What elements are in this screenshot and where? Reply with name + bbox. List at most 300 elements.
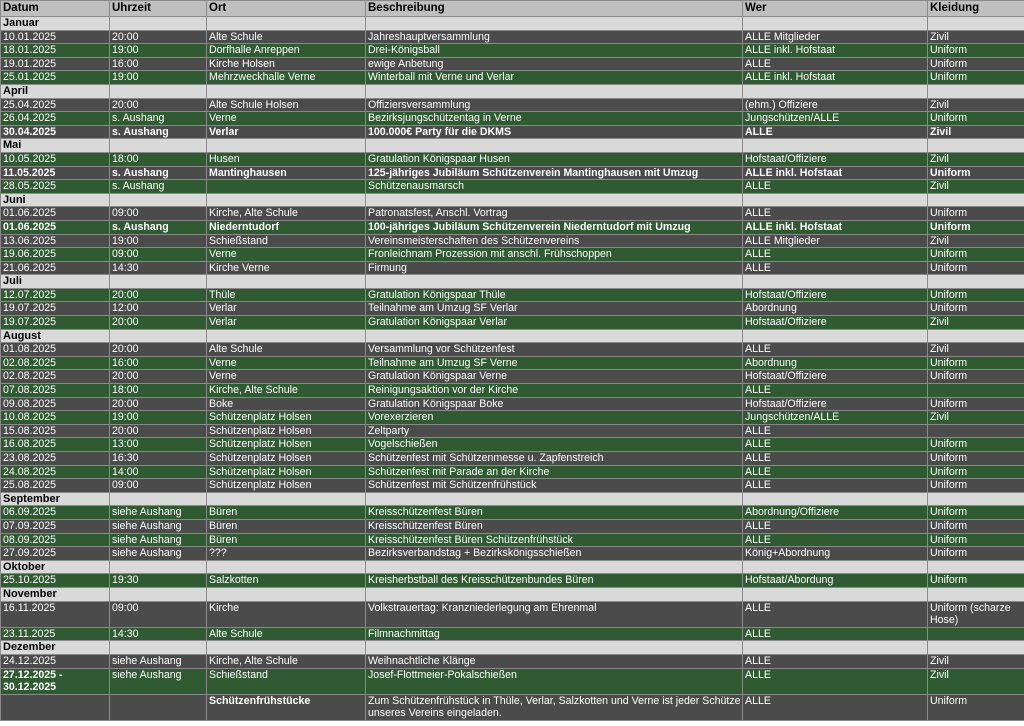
uhrzeit-cell: 13:00 bbox=[110, 438, 207, 452]
wer-cell: ALLE bbox=[743, 465, 928, 479]
kleidung-cell: Uniform bbox=[928, 465, 1024, 479]
table-row bbox=[1, 519, 1024, 533]
beschreibung-cell: Kreisschützenfest Büren Schützenfrühstück bbox=[366, 533, 743, 547]
kleidung-cell: Uniform bbox=[928, 57, 1024, 71]
uhrzeit-cell: 20:00 bbox=[110, 397, 207, 411]
kleidung-cell: Uniform bbox=[928, 533, 1024, 547]
datum-cell: 07.08.2025 bbox=[1, 384, 110, 398]
datum-cell: 19.07.2025 bbox=[1, 302, 110, 316]
month-row-cell bbox=[110, 560, 207, 574]
ort-cell: Alte Schule bbox=[207, 30, 366, 44]
beschreibung-cell: Zeltparty bbox=[366, 424, 743, 438]
datum-cell: 25.04.2025 bbox=[1, 98, 110, 112]
beschreibung-cell: Gratulation Königspaar Verlar bbox=[366, 316, 743, 330]
kleidung-cell: Uniform bbox=[928, 506, 1024, 520]
datum-cell: 09.08.2025 bbox=[1, 397, 110, 411]
month-row-cell bbox=[928, 329, 1024, 343]
wer-cell: Hofstaat/Offiziere bbox=[743, 316, 928, 330]
kleidung-cell: Uniform bbox=[928, 574, 1024, 588]
uhrzeit-cell: 20:00 bbox=[110, 370, 207, 384]
table-row bbox=[1, 302, 1024, 316]
datum-cell: 02.08.2025 bbox=[1, 356, 110, 370]
month-row-cell bbox=[366, 139, 743, 153]
ort-cell: Büren bbox=[207, 519, 366, 533]
ort-cell: Verne bbox=[207, 112, 366, 126]
month-row-cell bbox=[207, 329, 366, 343]
beschreibung-cell: Teilnahme am Umzug SF Verlar bbox=[366, 302, 743, 316]
header-ort: Ort bbox=[207, 1, 366, 17]
month-row-cell bbox=[928, 641, 1024, 655]
wer-cell: ALLE bbox=[743, 125, 928, 139]
wer-cell: ALLE inkl. Hofstaat bbox=[743, 166, 928, 180]
ort-cell: Verlar bbox=[207, 125, 366, 139]
month-row bbox=[1, 641, 1024, 655]
wer-cell: Hofstaat/Offiziere bbox=[743, 288, 928, 302]
table-row bbox=[1, 125, 1024, 139]
datum-cell: 01.08.2025 bbox=[1, 343, 110, 357]
table-row bbox=[1, 261, 1024, 275]
uhrzeit-cell: 16:00 bbox=[110, 57, 207, 71]
beschreibung-cell: Drei-Königsball bbox=[366, 44, 743, 58]
wer-cell: ALLE bbox=[743, 694, 928, 720]
month-row-cell bbox=[110, 84, 207, 98]
month-row-cell bbox=[366, 84, 743, 98]
wer-cell: ALLE bbox=[743, 452, 928, 466]
wer-cell: ALLE Mitglieder bbox=[743, 30, 928, 44]
table-row bbox=[1, 411, 1024, 425]
month-row-cell bbox=[928, 17, 1024, 31]
table-row bbox=[1, 220, 1024, 234]
ort-cell: Thüle bbox=[207, 288, 366, 302]
wer-cell: ALLE bbox=[743, 438, 928, 452]
uhrzeit-cell: 09:00 bbox=[110, 479, 207, 493]
beschreibung-cell: Teilnahme am Umzug SF Verne bbox=[366, 356, 743, 370]
table-row bbox=[1, 207, 1024, 221]
header-kleidung: Kleidung bbox=[928, 1, 1024, 17]
month-row-cell bbox=[743, 193, 928, 207]
uhrzeit-cell: 19:00 bbox=[110, 71, 207, 85]
month-row-cell bbox=[207, 17, 366, 31]
month-row-cell bbox=[743, 17, 928, 31]
month-row-cell bbox=[366, 193, 743, 207]
ort-cell: Dorfhalle Anreppen bbox=[207, 44, 366, 58]
kleidung-cell bbox=[928, 384, 1024, 398]
wer-cell: Hofstaat/Abordung bbox=[743, 574, 928, 588]
month-row-cell bbox=[366, 329, 743, 343]
datum-cell: 30.04.2025 bbox=[1, 125, 110, 139]
kleidung-cell: Uniform bbox=[928, 71, 1024, 85]
datum-cell: 19.06.2025 bbox=[1, 248, 110, 262]
kleidung-cell bbox=[928, 627, 1024, 641]
table-row bbox=[1, 248, 1024, 262]
month-row-cell bbox=[928, 84, 1024, 98]
table-row bbox=[1, 152, 1024, 166]
uhrzeit-cell: s. Aushang bbox=[110, 112, 207, 126]
uhrzeit-cell: 09:00 bbox=[110, 207, 207, 221]
uhrzeit-cell: 14:30 bbox=[110, 627, 207, 641]
datum-cell: 06.09.2025 bbox=[1, 506, 110, 520]
datum-cell: 13.06.2025 bbox=[1, 234, 110, 248]
month-label: Mai bbox=[1, 139, 110, 153]
kleidung-cell: Uniform bbox=[928, 248, 1024, 262]
ort-cell: Schützenplatz Holsen bbox=[207, 452, 366, 466]
kleidung-cell bbox=[928, 424, 1024, 438]
table-row bbox=[1, 370, 1024, 384]
ort-cell bbox=[207, 180, 366, 194]
uhrzeit-cell: 20:00 bbox=[110, 424, 207, 438]
ort-cell: Alte Schule bbox=[207, 343, 366, 357]
month-row bbox=[1, 139, 1024, 153]
uhrzeit-cell: siehe Aushang bbox=[110, 547, 207, 561]
kleidung-cell: Uniform bbox=[928, 519, 1024, 533]
ort-cell: Schützenplatz Holsen bbox=[207, 411, 366, 425]
month-label: September bbox=[1, 492, 110, 506]
datum-cell: 24.12.2025 bbox=[1, 654, 110, 668]
uhrzeit-cell: s. Aushang bbox=[110, 220, 207, 234]
table-row bbox=[1, 57, 1024, 71]
ort-cell: Boke bbox=[207, 397, 366, 411]
month-row-cell bbox=[110, 193, 207, 207]
month-row bbox=[1, 193, 1024, 207]
beschreibung-cell: Vogelschießen bbox=[366, 438, 743, 452]
beschreibung-cell: Reinigungsaktion vor der Kirche bbox=[366, 384, 743, 398]
datum-cell: 26.04.2025 bbox=[1, 112, 110, 126]
kleidung-cell: Zivil bbox=[928, 316, 1024, 330]
wer-cell: ALLE bbox=[743, 384, 928, 398]
month-label: November bbox=[1, 587, 110, 601]
table-row bbox=[1, 424, 1024, 438]
ort-cell: Schießstand bbox=[207, 234, 366, 248]
ort-cell: Schießstand bbox=[207, 668, 366, 694]
datum-cell: 27.12.2025 - 30.12.2025 bbox=[1, 668, 110, 694]
datum-cell: 24.08.2025 bbox=[1, 465, 110, 479]
month-row-cell bbox=[207, 560, 366, 574]
month-row-cell bbox=[366, 641, 743, 655]
datum-cell: 25.01.2025 bbox=[1, 71, 110, 85]
wer-cell: ALLE bbox=[743, 248, 928, 262]
table-row bbox=[1, 288, 1024, 302]
kleidung-cell: Uniform (scharze Hose) bbox=[928, 601, 1024, 627]
wer-cell: ALLE bbox=[743, 424, 928, 438]
uhrzeit-cell: 09:00 bbox=[110, 601, 207, 627]
month-row bbox=[1, 17, 1024, 31]
month-row-cell bbox=[743, 139, 928, 153]
datum-cell: 27.09.2025 bbox=[1, 547, 110, 561]
datum-cell: 15.08.2025 bbox=[1, 424, 110, 438]
datum-cell: 16.11.2025 bbox=[1, 601, 110, 627]
kleidung-cell: Uniform bbox=[928, 261, 1024, 275]
uhrzeit-cell: 20:00 bbox=[110, 288, 207, 302]
table-row bbox=[1, 44, 1024, 58]
wer-cell: König+Abordnung bbox=[743, 547, 928, 561]
beschreibung-cell: Patronatsfest, Anschl. Vortrag bbox=[366, 207, 743, 221]
datum-cell: 23.08.2025 bbox=[1, 452, 110, 466]
datum-cell: 07.09.2025 bbox=[1, 519, 110, 533]
kleidung-cell: Zivil bbox=[928, 98, 1024, 112]
kleidung-cell: Zivil bbox=[928, 343, 1024, 357]
uhrzeit-cell: siehe Aushang bbox=[110, 506, 207, 520]
datum-cell: 10.05.2025 bbox=[1, 152, 110, 166]
table-row bbox=[1, 452, 1024, 466]
beschreibung-cell: Fronleichnam Prozession mit anschl. Frühschoppen bbox=[366, 248, 743, 262]
kleidung-cell: Zivil bbox=[928, 30, 1024, 44]
uhrzeit-cell: siehe Aushang bbox=[110, 533, 207, 547]
ort-cell: Niederntudorf bbox=[207, 220, 366, 234]
month-row-cell bbox=[110, 641, 207, 655]
beschreibung-cell: ewige Anbetung bbox=[366, 57, 743, 71]
kleidung-cell: Uniform bbox=[928, 694, 1024, 720]
datum-cell: 11.05.2025 bbox=[1, 166, 110, 180]
month-row bbox=[1, 587, 1024, 601]
schedule-body bbox=[1, 17, 1024, 721]
table-row bbox=[1, 465, 1024, 479]
datum-cell: 25.10.2025 bbox=[1, 574, 110, 588]
kleidung-cell: Uniform bbox=[928, 547, 1024, 561]
uhrzeit-cell: 14:30 bbox=[110, 261, 207, 275]
month-row-cell bbox=[928, 492, 1024, 506]
datum-cell: 02.08.2025 bbox=[1, 370, 110, 384]
table-row bbox=[1, 506, 1024, 520]
kleidung-cell: Uniform bbox=[928, 356, 1024, 370]
kleidung-cell: Uniform bbox=[928, 302, 1024, 316]
uhrzeit-cell: siehe Aushang bbox=[110, 519, 207, 533]
wer-cell: Hofstaat/Offiziere bbox=[743, 152, 928, 166]
uhrzeit-cell: 19:00 bbox=[110, 44, 207, 58]
table-row bbox=[1, 397, 1024, 411]
month-row bbox=[1, 560, 1024, 574]
kleidung-cell: Zivil bbox=[928, 411, 1024, 425]
beschreibung-cell: Versammlung vor Schützenfest bbox=[366, 343, 743, 357]
wer-cell: ALLE bbox=[743, 261, 928, 275]
table-row bbox=[1, 98, 1024, 112]
table-row bbox=[1, 479, 1024, 493]
month-row-cell bbox=[743, 84, 928, 98]
wer-cell: Jungschützen/ALLE bbox=[743, 411, 928, 425]
datum-cell: 10.08.2025 bbox=[1, 411, 110, 425]
table-row bbox=[1, 627, 1024, 641]
ort-cell: Mehrzweckhalle Verne bbox=[207, 71, 366, 85]
table-row bbox=[1, 30, 1024, 44]
kleidung-cell: Uniform bbox=[928, 112, 1024, 126]
month-row bbox=[1, 492, 1024, 506]
month-row-cell bbox=[743, 275, 928, 289]
month-row-cell bbox=[928, 193, 1024, 207]
ort-cell: Büren bbox=[207, 506, 366, 520]
month-row-cell bbox=[743, 641, 928, 655]
uhrzeit-cell: 19:00 bbox=[110, 234, 207, 248]
beschreibung-cell: Kreisherbstball des Kreisschützenbundes Büren bbox=[366, 574, 743, 588]
month-row-cell bbox=[110, 139, 207, 153]
header-wer: Wer bbox=[743, 1, 928, 17]
kleidung-cell: Zivil bbox=[928, 125, 1024, 139]
beschreibung-cell: Filmnachmittag bbox=[366, 627, 743, 641]
wer-cell: ALLE bbox=[743, 180, 928, 194]
ort-cell: ??? bbox=[207, 547, 366, 561]
wer-cell: ALLE bbox=[743, 207, 928, 221]
wer-cell: Jungschützen/ALLE bbox=[743, 112, 928, 126]
table-row bbox=[1, 316, 1024, 330]
beschreibung-cell: Bezirksverbandstag + Bezirkskönigsschießen bbox=[366, 547, 743, 561]
uhrzeit-cell: 19:00 bbox=[110, 411, 207, 425]
kleidung-cell: Zivil bbox=[928, 654, 1024, 668]
uhrzeit-cell: siehe Aushang bbox=[110, 654, 207, 668]
month-row-cell bbox=[743, 560, 928, 574]
ort-cell: Kirche, Alte Schule bbox=[207, 654, 366, 668]
beschreibung-cell: 100.000€ Party für die DKMS bbox=[366, 125, 743, 139]
uhrzeit-cell: 18:00 bbox=[110, 384, 207, 398]
month-label: August bbox=[1, 329, 110, 343]
ort-cell: Verne bbox=[207, 370, 366, 384]
header-row bbox=[1, 1, 1024, 17]
datum-cell bbox=[1, 694, 110, 720]
ort-cell: Schützenfrühstücke bbox=[207, 694, 366, 720]
beschreibung-cell: Josef-Flottmeier-Pokalschießen bbox=[366, 668, 743, 694]
kleidung-cell: Uniform bbox=[928, 166, 1024, 180]
month-row bbox=[1, 275, 1024, 289]
beschreibung-cell: Gratulation Königspaar Verne bbox=[366, 370, 743, 384]
table-row bbox=[1, 384, 1024, 398]
beschreibung-cell: Volkstrauertag: Kranzniederlegung am Ehrenmal bbox=[366, 601, 743, 627]
wer-cell: ALLE bbox=[743, 654, 928, 668]
ort-cell: Alte Schule Holsen bbox=[207, 98, 366, 112]
month-row bbox=[1, 84, 1024, 98]
beschreibung-cell: Offiziersversammlung bbox=[366, 98, 743, 112]
kleidung-cell: Uniform bbox=[928, 220, 1024, 234]
ort-cell: Kirche, Alte Schule bbox=[207, 207, 366, 221]
wer-cell: Hofstaat/Offiziere bbox=[743, 370, 928, 384]
wer-cell: ALLE Mitglieder bbox=[743, 234, 928, 248]
ort-cell: Verlar bbox=[207, 302, 366, 316]
month-row-cell bbox=[207, 193, 366, 207]
ort-cell: Schützenplatz Holsen bbox=[207, 424, 366, 438]
table-row bbox=[1, 180, 1024, 194]
table-row bbox=[1, 654, 1024, 668]
month-row-cell bbox=[110, 275, 207, 289]
uhrzeit-cell bbox=[110, 694, 207, 720]
month-row-cell bbox=[928, 587, 1024, 601]
beschreibung-cell: Kreisschützenfest Büren bbox=[366, 506, 743, 520]
table-row bbox=[1, 668, 1024, 694]
table-row bbox=[1, 574, 1024, 588]
uhrzeit-cell: siehe Aushang bbox=[110, 668, 207, 694]
table-row bbox=[1, 343, 1024, 357]
month-row-cell bbox=[207, 587, 366, 601]
wer-cell: Abordnung bbox=[743, 356, 928, 370]
kleidung-cell: Zivil bbox=[928, 180, 1024, 194]
header-uhrzeit: Uhrzeit bbox=[110, 1, 207, 17]
datum-cell: 10.01.2025 bbox=[1, 30, 110, 44]
wer-cell: ALLE bbox=[743, 519, 928, 533]
month-row-cell bbox=[743, 587, 928, 601]
uhrzeit-cell: s. Aushang bbox=[110, 180, 207, 194]
month-label: Januar bbox=[1, 17, 110, 31]
beschreibung-cell: Schützenfest mit Parade an der Kirche bbox=[366, 465, 743, 479]
beschreibung-cell: Vorexerzieren bbox=[366, 411, 743, 425]
month-row-cell bbox=[366, 560, 743, 574]
datum-cell: 23.11.2025 bbox=[1, 627, 110, 641]
ort-cell: Verne bbox=[207, 356, 366, 370]
uhrzeit-cell: s. Aushang bbox=[110, 125, 207, 139]
wer-cell: ALLE inkl. Hofstaat bbox=[743, 220, 928, 234]
wer-cell: ALLE inkl. Hofstaat bbox=[743, 44, 928, 58]
beschreibung-cell: Gratulation Königspaar Thüle bbox=[366, 288, 743, 302]
table-row bbox=[1, 438, 1024, 452]
month-row-cell bbox=[110, 329, 207, 343]
ort-cell: Schützenplatz Holsen bbox=[207, 465, 366, 479]
month-row-cell bbox=[743, 492, 928, 506]
uhrzeit-cell: 20:00 bbox=[110, 316, 207, 330]
beschreibung-cell: 100-jähriges Jubiläum Schützenverein Niederntudorf mit Umzug bbox=[366, 220, 743, 234]
table-row bbox=[1, 166, 1024, 180]
month-label: Juni bbox=[1, 193, 110, 207]
beschreibung-cell: Firmung bbox=[366, 261, 743, 275]
datum-cell: 18.01.2025 bbox=[1, 44, 110, 58]
month-label: April bbox=[1, 84, 110, 98]
kleidung-cell: Uniform bbox=[928, 370, 1024, 384]
datum-cell: 08.09.2025 bbox=[1, 533, 110, 547]
kleidung-cell: Zivil bbox=[928, 668, 1024, 694]
month-row-cell bbox=[110, 587, 207, 601]
kleidung-cell: Uniform bbox=[928, 288, 1024, 302]
datum-cell: 28.05.2025 bbox=[1, 180, 110, 194]
month-row-cell bbox=[366, 587, 743, 601]
month-row-cell bbox=[928, 560, 1024, 574]
ort-cell: Kirche, Alte Schule bbox=[207, 384, 366, 398]
month-label: Dezember bbox=[1, 641, 110, 655]
kleidung-cell: Zivil bbox=[928, 152, 1024, 166]
uhrzeit-cell: 12:00 bbox=[110, 302, 207, 316]
ort-cell: Kirche Verne bbox=[207, 261, 366, 275]
wer-cell: Abordnung bbox=[743, 302, 928, 316]
wer-cell: (ehm.) Offiziere bbox=[743, 98, 928, 112]
beschreibung-cell: Schützenausmarsch bbox=[366, 180, 743, 194]
wer-cell: ALLE bbox=[743, 479, 928, 493]
month-row-cell bbox=[928, 275, 1024, 289]
datum-cell: 01.06.2025 bbox=[1, 207, 110, 221]
beschreibung-cell: Jahreshauptversammlung bbox=[366, 30, 743, 44]
wer-cell: ALLE bbox=[743, 668, 928, 694]
table-row bbox=[1, 356, 1024, 370]
beschreibung-cell: Schützenfest mit Schützenmesse u. Zapfenstreich bbox=[366, 452, 743, 466]
datum-cell: 12.07.2025 bbox=[1, 288, 110, 302]
beschreibung-cell: Schützenfest mit Schützenfrühstück bbox=[366, 479, 743, 493]
wer-cell: ALLE bbox=[743, 601, 928, 627]
datum-cell: 01.06.2025 bbox=[1, 220, 110, 234]
table-row bbox=[1, 547, 1024, 561]
beschreibung-cell: Zum Schützenfrühstück in Thüle, Verlar, Salzkotten und Verne ist jeder Schütze unseres Vereins eingeladen. bbox=[366, 694, 743, 720]
ort-cell: Kirche bbox=[207, 601, 366, 627]
kleidung-cell: Uniform bbox=[928, 452, 1024, 466]
header-datum: Datum bbox=[1, 1, 110, 17]
month-row-cell bbox=[928, 139, 1024, 153]
uhrzeit-cell: s. Aushang bbox=[110, 166, 207, 180]
kleidung-cell: Uniform bbox=[928, 438, 1024, 452]
month-row-cell bbox=[110, 17, 207, 31]
table-row bbox=[1, 694, 1024, 720]
month-row-cell bbox=[366, 492, 743, 506]
ort-cell: Schützenplatz Holsen bbox=[207, 438, 366, 452]
wer-cell: Abordnung/Offiziere bbox=[743, 506, 928, 520]
month-row-cell bbox=[743, 329, 928, 343]
wer-cell: ALLE bbox=[743, 533, 928, 547]
wer-cell: ALLE inkl. Hofstaat bbox=[743, 71, 928, 85]
month-row-cell bbox=[366, 275, 743, 289]
ort-cell: Mantinghausen bbox=[207, 166, 366, 180]
ort-cell: Husen bbox=[207, 152, 366, 166]
header-beschreibung: Beschreibung bbox=[366, 1, 743, 17]
beschreibung-cell: Gratulation Königspaar Husen bbox=[366, 152, 743, 166]
month-row-cell bbox=[207, 84, 366, 98]
